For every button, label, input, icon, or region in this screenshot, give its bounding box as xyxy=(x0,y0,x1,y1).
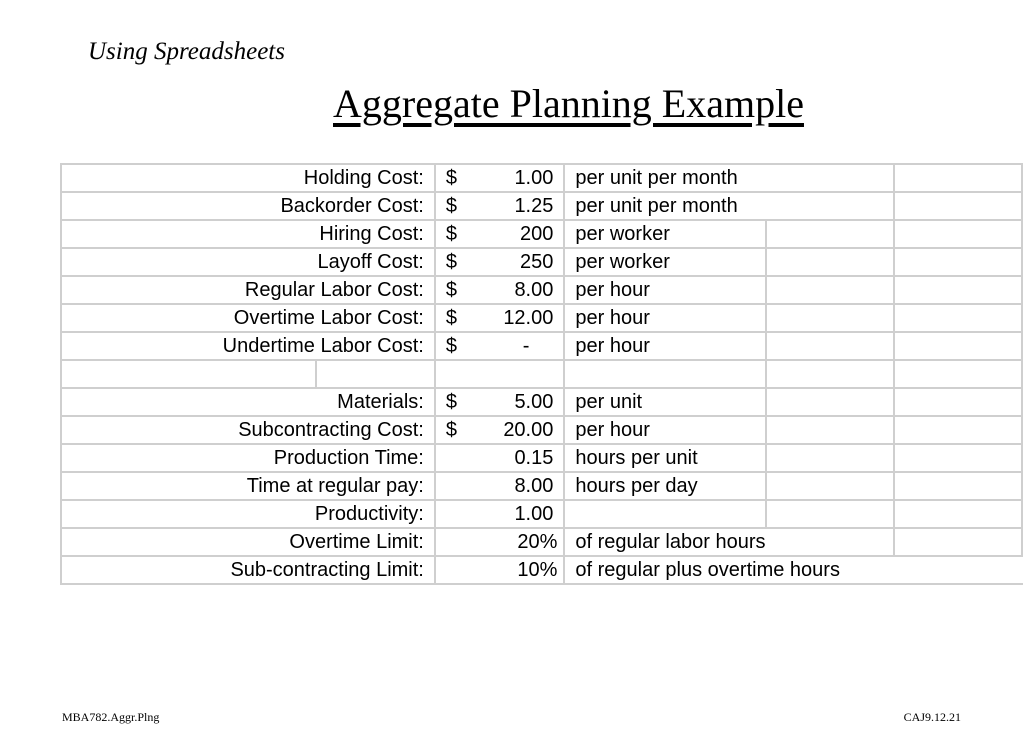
empty-cell xyxy=(766,472,893,500)
empty-cell xyxy=(894,192,1022,220)
unit-cell: per worker xyxy=(564,248,766,276)
currency-symbol: $ xyxy=(445,391,457,413)
value-cell xyxy=(435,220,565,248)
empty-cell xyxy=(316,360,435,388)
empty-cell xyxy=(564,360,766,388)
table-row xyxy=(61,332,1022,360)
empty-cell xyxy=(766,332,893,360)
empty-cell xyxy=(766,388,893,416)
value-cell xyxy=(435,416,565,444)
row-label: Production Time: xyxy=(61,444,435,472)
table-row xyxy=(61,276,1022,304)
empty-cell xyxy=(766,360,893,388)
value-cell xyxy=(435,332,565,360)
table-row xyxy=(61,248,1022,276)
table-row xyxy=(61,528,1022,556)
unit-cell xyxy=(564,500,766,528)
value-cell xyxy=(435,192,565,220)
value: 250 xyxy=(520,251,554,273)
value: 20% xyxy=(517,531,558,553)
subtitle: Using Spreadsheets xyxy=(88,38,285,65)
currency-symbol: $ xyxy=(445,251,457,273)
value-cell xyxy=(435,388,565,416)
empty-cell xyxy=(766,304,893,332)
empty-cell xyxy=(894,528,1022,556)
empty-cell xyxy=(894,220,1022,248)
unit-cell: per hour xyxy=(564,332,766,360)
row-label: Sub-contracting Limit: xyxy=(61,556,435,584)
value: 200 xyxy=(520,223,554,245)
empty-cell xyxy=(894,472,1022,500)
row-label: Overtime Limit: xyxy=(61,528,435,556)
empty-cell xyxy=(766,500,893,528)
empty-cell xyxy=(766,276,893,304)
footer-right: CAJ9.12.21 xyxy=(903,710,961,724)
table-row xyxy=(61,192,1022,220)
empty-cell xyxy=(894,388,1022,416)
unit-cell: per hour xyxy=(564,276,766,304)
currency-symbol: $ xyxy=(445,167,457,189)
empty-cell xyxy=(894,276,1022,304)
value: 1.00 xyxy=(514,503,554,525)
unit-cell: per unit xyxy=(564,388,766,416)
unit-cell: per unit per month xyxy=(564,192,766,220)
currency-symbol: $ xyxy=(445,195,457,217)
value-cell xyxy=(435,164,565,192)
empty-cell xyxy=(894,304,1022,332)
value: 0.15 xyxy=(514,447,554,469)
empty-cell xyxy=(766,192,893,220)
row-label: Overtime Labor Cost: xyxy=(61,304,435,332)
value-cell xyxy=(435,248,565,276)
empty-cell xyxy=(766,416,893,444)
row-label: Productivity: xyxy=(61,500,435,528)
currency-symbol: $ xyxy=(445,307,457,329)
row-label: Backorder Cost: xyxy=(61,192,435,220)
empty-cell xyxy=(894,500,1022,528)
unit-cell: per unit per month xyxy=(564,164,766,192)
value: 20.00 xyxy=(503,419,554,441)
table-row xyxy=(61,472,1022,500)
row-label: Materials: xyxy=(61,388,435,416)
value-cell xyxy=(435,472,565,500)
unit-cell: per hour xyxy=(564,416,766,444)
table-row-blank xyxy=(61,360,1022,388)
unit-cell: hours per day xyxy=(564,472,766,500)
row-label: Subcontracting Cost: xyxy=(61,416,435,444)
empty-cell xyxy=(766,248,893,276)
currency-symbol: $ xyxy=(445,279,457,301)
empty-cell xyxy=(766,164,893,192)
unit-cell: of regular labor hours xyxy=(564,528,766,556)
unit-cell: hours per unit xyxy=(564,444,766,472)
value-cell xyxy=(435,304,565,332)
value: 12.00 xyxy=(503,307,554,329)
row-label: Layoff Cost: xyxy=(61,248,435,276)
value: 1.00 xyxy=(514,167,554,189)
empty-cell xyxy=(61,360,316,388)
empty-cell xyxy=(894,416,1022,444)
value: 10% xyxy=(517,559,558,581)
row-label: Holding Cost: xyxy=(61,164,435,192)
value-cell xyxy=(435,556,565,584)
unit-cell: per worker xyxy=(564,220,766,248)
row-label: Regular Labor Cost: xyxy=(61,276,435,304)
empty-cell xyxy=(894,360,1022,388)
value: 8.00 xyxy=(514,279,554,301)
empty-cell xyxy=(766,444,893,472)
empty-cell xyxy=(766,528,893,556)
table-row xyxy=(61,388,1022,416)
value: 1.25 xyxy=(514,195,554,217)
empty-cell xyxy=(894,444,1022,472)
empty-cell xyxy=(435,360,565,388)
page-title: Aggregate Planning Example xyxy=(333,81,804,126)
table-row xyxy=(61,304,1022,332)
empty-cell xyxy=(894,332,1022,360)
value: - xyxy=(522,335,530,357)
empty-cell xyxy=(766,220,893,248)
parameters-table xyxy=(60,163,1023,585)
footer-left: MBA782.Aggr.Plng xyxy=(62,710,160,724)
value-cell xyxy=(435,528,565,556)
table-row xyxy=(61,500,1022,528)
value: 5.00 xyxy=(514,391,554,413)
unit-cell: of regular plus overtime hours xyxy=(564,556,1022,584)
empty-cell xyxy=(894,248,1022,276)
value-cell xyxy=(435,276,565,304)
row-label: Undertime Labor Cost: xyxy=(61,332,435,360)
row-label: Hiring Cost: xyxy=(61,220,435,248)
unit-cell: per hour xyxy=(564,304,766,332)
value-cell xyxy=(435,444,565,472)
row-label: Time at regular pay: xyxy=(61,472,435,500)
value: 8.00 xyxy=(514,475,554,497)
empty-cell xyxy=(894,164,1022,192)
table-row xyxy=(61,444,1022,472)
currency-symbol: $ xyxy=(445,335,457,357)
value-cell xyxy=(435,500,565,528)
table-row xyxy=(61,164,1022,192)
currency-symbol: $ xyxy=(445,223,457,245)
table-row xyxy=(61,556,1022,584)
currency-symbol: $ xyxy=(445,419,457,441)
table-row xyxy=(61,220,1022,248)
table-row xyxy=(61,416,1022,444)
